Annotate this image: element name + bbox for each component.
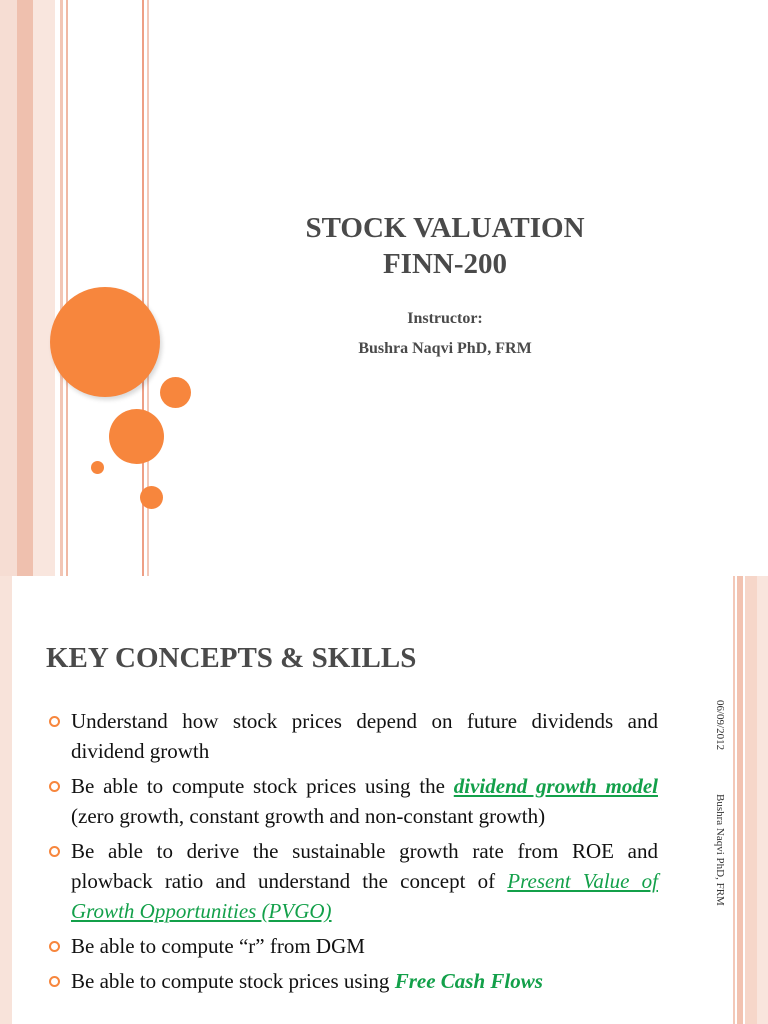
bullet-text: Be able to derive the sustainable growth rate from ROE and plowback ratio and understand the concept of (71, 839, 658, 893)
slide-author: Bushra Naqvi PhD, FRM (714, 794, 726, 906)
bullet-text: Be able to compute stock prices using the (71, 774, 454, 798)
bullet-text: Understand how stock prices depend on future dividends and dividend growth (71, 709, 658, 763)
slide-heading: KEY CONCEPTS & SKILLS (46, 642, 417, 674)
pvgo-link[interactable]: Present Value of Growth Opportunities (PVGO) (71, 869, 658, 923)
list-item (46, 931, 658, 961)
bullet-text: (zero growth, constant growth and non-constant growth) (71, 804, 546, 828)
decorative-stripe (737, 576, 743, 1024)
decorative-stripe (0, 0, 17, 576)
list-item (46, 836, 658, 926)
dividend-growth-model-link[interactable]: dividend growth model (453, 774, 658, 798)
list-item (46, 706, 658, 766)
decorative-stripe (0, 576, 12, 1024)
bullet-circle-icon (49, 976, 60, 987)
slide-footer-vertical (706, 700, 734, 1020)
title-block (150, 210, 740, 364)
decorative-stripe (33, 0, 55, 576)
instructor-label: Instructor: (407, 310, 483, 327)
bullet-circle-icon (49, 716, 60, 727)
list-item (46, 771, 658, 831)
bullet-text: Be able to compute “r” from DGM (71, 934, 365, 958)
course-code: FINN-200 (382, 248, 508, 280)
decorative-stripe (66, 0, 68, 576)
instructor-name: Bushra Naqvi PhD, FRM (358, 340, 532, 357)
decorative-circle-large (50, 287, 160, 397)
bullet-list (46, 706, 658, 1001)
key-concepts-slide (0, 576, 768, 1024)
bullet-circle-icon (49, 846, 60, 857)
free-cash-flows-link[interactable]: Free Cash Flows (394, 969, 543, 993)
list-item (46, 966, 658, 996)
bullet-text: Be able to compute stock prices using (71, 969, 395, 993)
decorative-stripe (17, 0, 33, 576)
slide-title: STOCK VALUATION (305, 212, 585, 244)
bullet-circle-icon (49, 781, 60, 792)
instructor-block (150, 304, 740, 364)
decorative-circle-small (160, 377, 191, 408)
bullet-circle-icon (49, 941, 60, 952)
decorative-stripe (757, 576, 768, 1024)
decorative-stripe (60, 0, 63, 576)
decorative-circle-medium (109, 409, 164, 464)
decorative-circle-tiny (91, 461, 104, 474)
slide-date: 06/09/2012 (714, 700, 726, 751)
decorative-stripe (745, 576, 757, 1024)
decorative-circle-small (140, 486, 163, 509)
